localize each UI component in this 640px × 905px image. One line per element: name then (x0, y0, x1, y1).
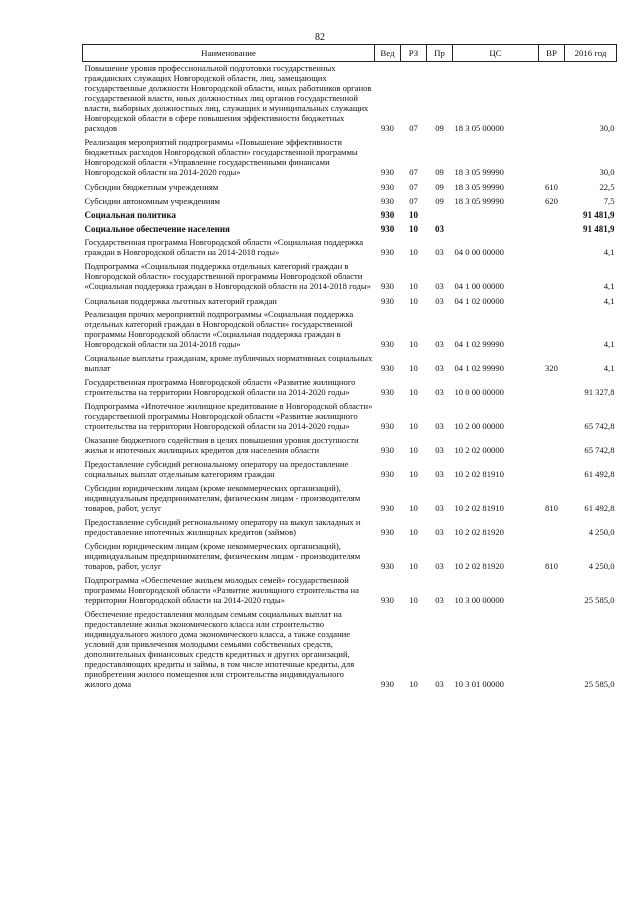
row-vr (539, 136, 565, 180)
row-amount: 61 492,8 (584, 503, 615, 513)
row-name: Оказание бюджетного содействия в целях повышения уровня доступности жилья и ипотечных жилищных кредитов для населения области (84, 435, 359, 455)
row-cs: 18 3 05 99990 (454, 196, 504, 206)
row-amount: 25 585,0 (584, 679, 615, 689)
row-cs: 18 3 05 99990 (454, 167, 504, 177)
row-vr (539, 574, 565, 608)
table-row (83, 236, 617, 260)
row-ved: 930 (381, 503, 394, 513)
row-ved: 930 (381, 421, 394, 431)
row-ved: 930 (381, 469, 394, 479)
table-row (83, 308, 617, 352)
row-pr: 03 (435, 445, 444, 455)
header-year: 2016 год (565, 45, 617, 62)
row-pr: 03 (435, 595, 444, 605)
row-amount: 4,1 (603, 363, 615, 373)
table-row (83, 208, 617, 222)
row-amount: 4,1 (603, 339, 615, 349)
row-amount: 65 742,8 (584, 445, 615, 455)
row-cs: 10 2 00 00000 (454, 421, 504, 431)
row-name: Подпрограмма «Ипотечное жилищное кредитование в Новгородской области» государственной программы Новгородской области «Развитие жилищного строительства на территории Новгородской области на 2014-2020 годы» (84, 401, 373, 431)
row-amount: 91 481,9 (583, 224, 615, 234)
row-vr (539, 516, 565, 540)
row-cs: 04 1 02 99990 (454, 363, 504, 373)
table-row (83, 400, 617, 434)
row-ved: 930 (381, 527, 394, 537)
row-pr: 03 (435, 224, 444, 234)
row-amount: 91 481,9 (583, 210, 615, 220)
table-row (83, 540, 617, 574)
row-name: Социальные выплаты гражданам, кроме публичных нормативных социальных выплат (84, 353, 373, 373)
row-cs (453, 208, 539, 222)
row-name: Социальная политика (84, 210, 177, 220)
row-rz: 10 (409, 387, 418, 397)
row-pr: 03 (435, 387, 444, 397)
row-vr (539, 260, 565, 294)
row-pr: 09 (435, 196, 444, 206)
row-rz: 10 (409, 339, 418, 349)
table-row (83, 136, 617, 180)
row-rz: 10 (409, 296, 418, 306)
row-ved: 930 (381, 196, 394, 206)
row-name: Субсидии юридическим лицам (кроме некоммерческих организаций), индивидуальным предпринимателям, физическим лицам - производителям товаров, работ, услуг (84, 483, 361, 513)
row-vr: 810 (545, 503, 558, 513)
row-name: Социальное обеспечение населения (84, 224, 230, 234)
table-row (83, 516, 617, 540)
row-rz: 10 (409, 561, 418, 571)
row-name: Обеспечение предоставления молодым семьям социальных выплат на предоставление жилья экономического класса или строительство индивидуального жилого дома экономического класса, а также создание условий для привлечения молодыми семьями собственных средств, дополнительных финансовых средств кредитных и других организаций, предоставляющих кредиты и займы, в том числе ипотечные кредиты, для приобретения жилого помещения или строительства индивидуального жилого дома (84, 609, 355, 689)
header-rz: РЗ (401, 45, 427, 62)
header-ved: Вед (375, 45, 401, 62)
row-pr: 03 (435, 363, 444, 373)
row-cs: 10 3 00 00000 (454, 595, 504, 605)
row-cs: 10 2 02 00000 (454, 445, 504, 455)
row-cs: 04 1 02 99990 (454, 339, 504, 349)
row-vr (539, 222, 565, 236)
row-name: Реализация мероприятий подпрограммы «Повышение эффективности бюджетных расходов Новгородской области» государственной программы Новгородской области «Управление государственными финансами Новгородской области на 2014-2020 годы» (84, 137, 358, 177)
row-ved: 930 (381, 182, 394, 192)
row-rz: 10 (409, 224, 418, 234)
row-vr (539, 236, 565, 260)
row-rz: 10 (409, 363, 418, 373)
row-amount: 22,5 (599, 182, 615, 192)
row-amount: 61 492,8 (584, 469, 615, 479)
row-name: Предоставление субсидий региональному оператору на выкуп закладных и предоставление ипотечных жилищных кредитов (займов) (84, 517, 361, 537)
row-pr: 03 (435, 296, 444, 306)
header-cs: ЦС (453, 45, 539, 62)
row-cs: 18 3 05 00000 (454, 123, 504, 133)
row-ved: 930 (381, 595, 394, 605)
row-ved: 930 (380, 210, 395, 220)
row-amount: 30,0 (599, 167, 615, 177)
row-vr (539, 308, 565, 352)
row-cs (453, 222, 539, 236)
row-ved: 930 (381, 363, 394, 373)
row-rz: 10 (409, 679, 418, 689)
row-name: Подпрограмма «Социальная поддержка отдельных категорий граждан в Новгородской области» государственной программы Новгородской области «Социальная поддержка граждан в Новгородской области на 2014-2018 годы» (84, 261, 371, 291)
row-ved: 930 (381, 247, 394, 257)
row-ved: 930 (381, 561, 394, 571)
budget-table (82, 44, 617, 692)
row-rz: 10 (409, 247, 418, 257)
row-vr: 610 (545, 182, 558, 192)
row-ved: 930 (381, 387, 394, 397)
row-name: Повышение уровня профессиональной подготовки государственных гражданских служащих Новгородской области, лиц, замещающих государственные должности Новгородской области, иных работников органов государственной власти, иных должностных лиц органов государственной власти, выборных должностных лиц, служащих и муниципальных служащих Новгородской области в сфере повышения эффективности бюджетных расходов (84, 63, 372, 133)
row-rz: 10 (409, 595, 418, 605)
row-ved: 930 (381, 339, 394, 349)
row-name: Государственная программа Новгородской области «Развитие жилищного строительства на территории Новгородской области на 2014-2020 годы» (84, 377, 356, 397)
row-amount: 25 585,0 (584, 595, 615, 605)
row-rz: 07 (409, 196, 418, 206)
row-amount: 91 327,8 (584, 387, 615, 397)
row-rz: 10 (409, 469, 418, 479)
table-row (83, 608, 617, 692)
row-pr: 03 (435, 527, 444, 537)
row-amount: 4,1 (603, 281, 615, 291)
table-row (83, 62, 617, 137)
row-ved: 930 (381, 123, 394, 133)
row-name: Подпрограмма «Обеспечение жильем молодых семей» государственной программы Новгородской области «Развитие жилищного строительства на территории Новгородской области на 2014-2020 годы» (84, 575, 359, 605)
table-row (83, 194, 617, 208)
table-row (83, 482, 617, 516)
row-ved: 930 (381, 281, 394, 291)
row-pr: 09 (435, 123, 444, 133)
row-rz: 10 (409, 445, 418, 455)
table-row (83, 434, 617, 458)
row-vr (539, 62, 565, 137)
row-rz: 10 (409, 281, 418, 291)
table-row (83, 222, 617, 236)
row-pr: 03 (435, 561, 444, 571)
row-amount: 7,5 (603, 196, 615, 206)
page-number: 82 (315, 32, 325, 43)
row-cs: 10 3 01 00000 (454, 679, 504, 689)
row-cs: 04 1 00 00000 (454, 281, 504, 291)
row-cs: 10 2 02 81920 (454, 561, 504, 571)
row-cs: 18 3 05 99990 (454, 182, 504, 192)
row-vr (539, 294, 565, 308)
row-name: Субсидии автономным учреждениям (84, 196, 220, 206)
row-pr: 03 (435, 281, 444, 291)
table-row (83, 574, 617, 608)
row-vr (539, 434, 565, 458)
row-vr (539, 458, 565, 482)
row-ved: 930 (381, 296, 394, 306)
row-amount: 4,1 (603, 296, 615, 306)
row-pr: 03 (435, 679, 444, 689)
row-rz: 07 (409, 123, 418, 133)
row-vr (539, 608, 565, 692)
row-name: Субсидии юридическим лицам (кроме некоммерческих организаций), индивидуальным предпринимателям, физическим лицам - производителям товаров, работ, услуг (84, 541, 361, 571)
row-pr: 03 (435, 247, 444, 257)
row-cs: 04 1 02 00000 (454, 296, 504, 306)
table-row (83, 352, 617, 376)
row-cs: 10 2 02 81920 (454, 527, 504, 537)
row-vr (539, 376, 565, 400)
row-rz: 10 (409, 527, 418, 537)
table-row (83, 376, 617, 400)
row-pr: 03 (435, 503, 444, 513)
row-pr: 09 (435, 167, 444, 177)
row-name: Предоставление субсидий региональному оператору на предоставление социальных выплат отдельным категориям граждан (84, 459, 349, 479)
row-ved: 930 (381, 679, 394, 689)
row-vr: 620 (545, 196, 558, 206)
row-ved: 930 (380, 224, 395, 234)
table-row (83, 458, 617, 482)
table-row (83, 294, 617, 308)
row-pr: 09 (435, 182, 444, 192)
table-row (83, 180, 617, 194)
row-cs: 10 2 02 81910 (454, 469, 504, 479)
row-pr: 03 (435, 339, 444, 349)
row-vr: 810 (545, 561, 558, 571)
row-cs: 04 0 00 00000 (454, 247, 504, 257)
table-header-row (83, 45, 617, 62)
row-name: Государственная программа Новгородской области «Социальная поддержка граждан в Новгородской области на 2014-2018 годы» (84, 237, 364, 257)
row-amount: 4 250,0 (588, 527, 615, 537)
row-amount: 4 250,0 (588, 561, 615, 571)
row-name: Реализация прочих мероприятий подпрограммы «Социальная поддержка отдельных категорий граждан в Новгородской области» государственной программы Новгородской области «Социальная поддержка граждан в Новгородской области на 2014-2018 годы» (84, 309, 354, 349)
row-rz: 07 (409, 167, 418, 177)
row-vr (539, 208, 565, 222)
row-ved: 930 (381, 445, 394, 455)
header-pr: Пр (427, 45, 453, 62)
row-pr: 03 (435, 469, 444, 479)
row-amount: 30,0 (599, 123, 615, 133)
row-rz: 10 (409, 210, 418, 220)
row-rz: 10 (409, 503, 418, 513)
row-name: Социальная поддержка льготных категорий граждан (84, 296, 277, 306)
table-row (83, 260, 617, 294)
row-pr (427, 208, 453, 222)
row-amount: 65 742,8 (584, 421, 615, 431)
header-name: Наименование (83, 45, 375, 62)
row-amount: 4,1 (603, 247, 615, 257)
row-cs: 10 2 02 81910 (454, 503, 504, 513)
row-rz: 07 (409, 182, 418, 192)
row-cs: 10 0 00 00000 (454, 387, 504, 397)
row-rz: 10 (409, 421, 418, 431)
row-pr: 03 (435, 421, 444, 431)
row-vr (539, 400, 565, 434)
row-ved: 930 (381, 167, 394, 177)
header-vr: ВР (539, 45, 565, 62)
row-name: Субсидии бюджетным учреждениям (84, 182, 219, 192)
row-vr: 320 (545, 363, 558, 373)
